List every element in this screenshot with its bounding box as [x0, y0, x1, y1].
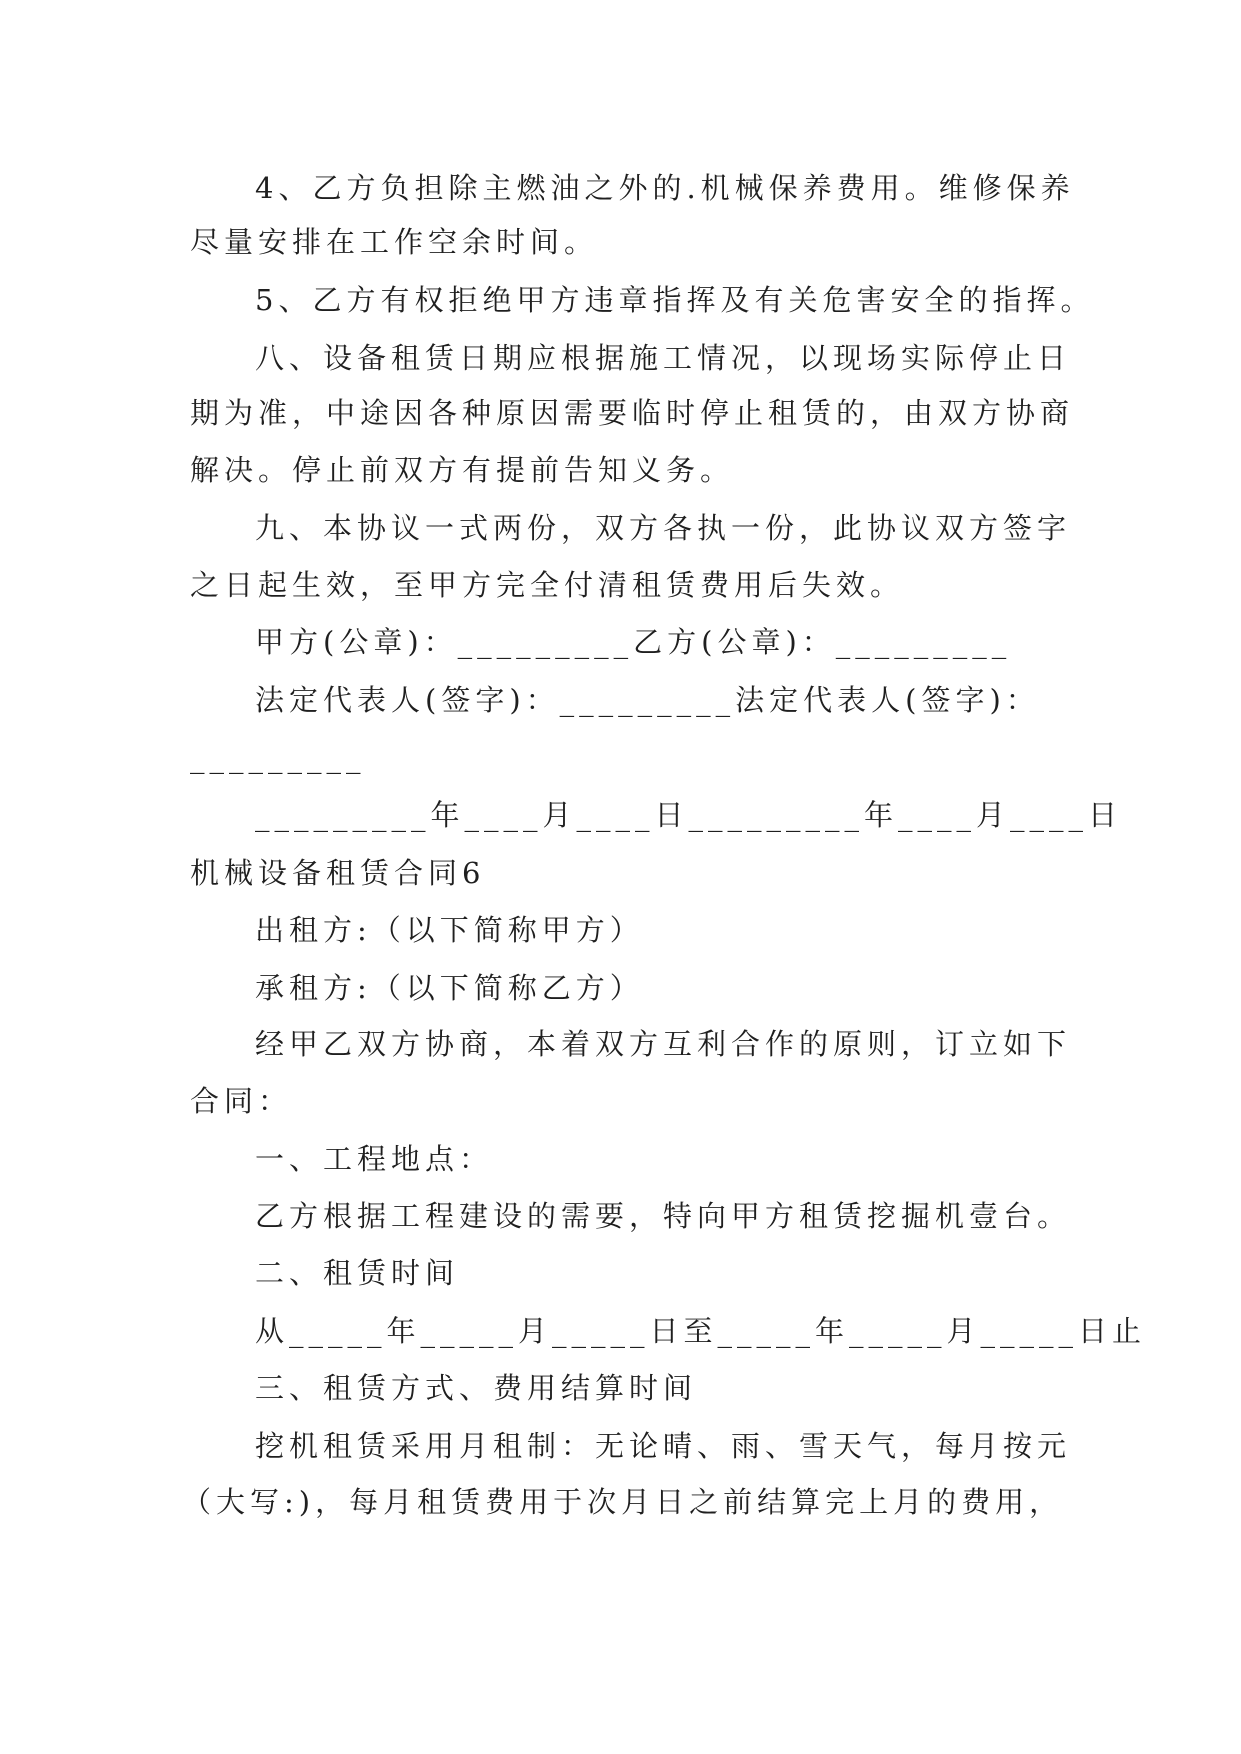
- clause-4-line-2: 尽量安排在工作空余时间。: [190, 225, 599, 259]
- contract-title: 机械设备租赁合同6: [190, 856, 486, 890]
- preamble-line-1: 经甲乙双方协商，本着双方互利合作的原则，订立如下: [255, 1027, 1072, 1061]
- lessor-line: 出租方:（以下简称甲方）: [255, 913, 644, 947]
- section-8-line-1: 八、设备租赁日期应根据施工情况，以现场实际停止日: [255, 341, 1072, 375]
- section-9-line-1: 九、本协议一式两份，双方各执一份，此协议双方签字: [255, 511, 1072, 545]
- rental-period-line: 从_____年_____月_____日至_____年_____月_____日止: [255, 1314, 1147, 1348]
- section-1-body: 乙方根据工程建设的需要，特向甲方租赁挖掘机壹台。: [255, 1199, 1072, 1233]
- clause-5: 5、乙方有权拒绝甲方违章指挥及有关危害安全的指挥。: [255, 283, 1095, 317]
- section-1-heading: 一、工程地点：: [255, 1142, 494, 1176]
- signature-blank: _________: [190, 740, 366, 774]
- preamble-line-2: 合同：: [190, 1084, 293, 1118]
- section-8-line-3: 解决。停止前双方有提前告知义务。: [190, 453, 735, 487]
- section-9-line-2: 之日起生效，至甲方完全付清租赁费用后失效。: [190, 568, 905, 602]
- lessee-line: 承租方:（以下简称乙方）: [255, 971, 644, 1005]
- section-3-heading: 三、租赁方式、费用结算时间: [255, 1371, 698, 1405]
- section-3-body-line-1: 挖机租赁采用月租制：无论晴、雨、雪天气，每月按元: [255, 1429, 1072, 1463]
- section-3-body-line-2: （大写:)，每月租赁费用于次月日之前结算完上月的费用，: [182, 1485, 1064, 1519]
- section-2-heading: 二、租赁时间: [255, 1256, 460, 1290]
- date-line: _________年____月____日_________年____月____日: [255, 798, 1123, 832]
- legal-rep-signature-line: 法定代表人(签字)：_________法定代表人(签字)：: [255, 683, 1040, 717]
- clause-4-line-1: 4、乙方负担除主燃油之外的.机械保养费用。维修保养: [255, 171, 1075, 205]
- section-8-line-2: 期为准，中途因各种原因需要临时停止租赁的，由双方协商: [190, 396, 1075, 430]
- seal-line: 甲方(公章)：_________乙方(公章)：_________: [255, 625, 1012, 659]
